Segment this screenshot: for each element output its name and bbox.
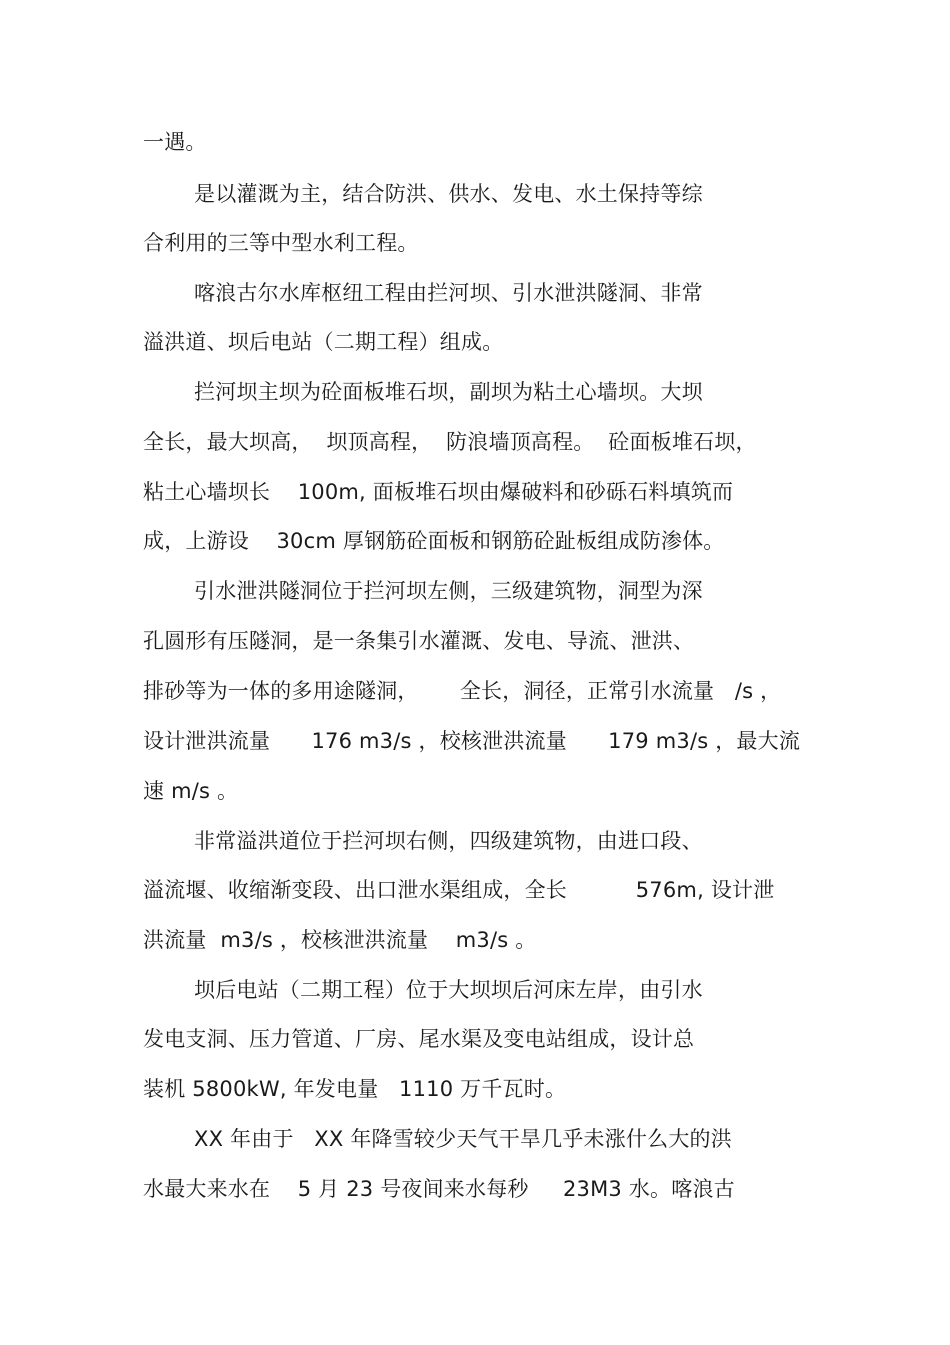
text-line-6: 拦河坝主坝为砼面板堆石坝，副坝为粘土心墙坝。大坝 xyxy=(194,380,703,404)
text-line-13: 设计泄洪流量 176 m3/s ，校核泄洪流量 179 m3/s ，最大流 xyxy=(143,729,801,753)
text-line-2: 是以灌溉为主，结合防洪、供水、发电、水土保持等综 xyxy=(194,182,703,206)
text-line-10: 引水泄洪隧洞位于拦河坝左侧，三级建筑物，洞型为深 xyxy=(194,579,703,603)
text-line-19: 发电支洞、压力管道、厂房、尾水渠及变电站组成，设计总 xyxy=(143,1027,695,1051)
text-line-4: 喀浪古尔水库枢纽工程由拦河坝、引水泄洪隧洞、非常 xyxy=(194,281,703,305)
text-line-17: 洪流量 m3/s ，校核泄洪流量 m3/s 。 xyxy=(143,928,537,952)
text-line-14: 速 m/s 。 xyxy=(143,779,239,803)
text-line-9: 成，上游设 30cm 厚钢筋砼面板和钢筋砼趾板组成防渗体。 xyxy=(143,529,725,553)
text-line-16: 溢流堰、收缩渐变段、出口泄水渠组成，全长 576m, 设计泄 xyxy=(143,878,775,902)
text-line-18: 坝后电站（二期工程）位于大坝坝后河床左岸，由引水 xyxy=(194,978,703,1002)
text-line-20: 装机 5800kW, 年发电量 1110 万千瓦时。 xyxy=(143,1077,567,1101)
text-line-22: 水最大来水在 5 月 23 号夜间来水每秒 23M3 水。喀浪古 xyxy=(143,1177,735,1201)
text-line-15: 非常溢洪道位于拦河坝右侧，四级建筑物，由进口段、 xyxy=(194,829,703,853)
text-line-21: XX 年由于 XX 年降雪较少天气干旱几乎未涨什么大的洪 xyxy=(194,1127,732,1151)
text-line-7: 全长，最大坝高， 坝顶高程， 防浪墙顶高程。 砼面板堆石坝， xyxy=(143,430,757,454)
text-line-1: 一遇。 xyxy=(143,130,207,154)
text-line-5: 溢洪道、坝后电站（二期工程）组成。 xyxy=(143,330,504,354)
text-line-8: 粘土心墙坝长 100m, 面板堆石坝由爆破料和砂砾石料填筑而 xyxy=(143,480,734,504)
text-line-11: 孔圆形有压隧洞，是一条集引水灌溉、发电、导流、泄洪、 xyxy=(143,629,695,653)
text-line-12: 排砂等为一体的多用途隧洞， 全长，洞径，正常引水流量 /s ， xyxy=(143,679,782,703)
text-line-3: 合利用的三等中型水利工程。 xyxy=(143,231,419,255)
